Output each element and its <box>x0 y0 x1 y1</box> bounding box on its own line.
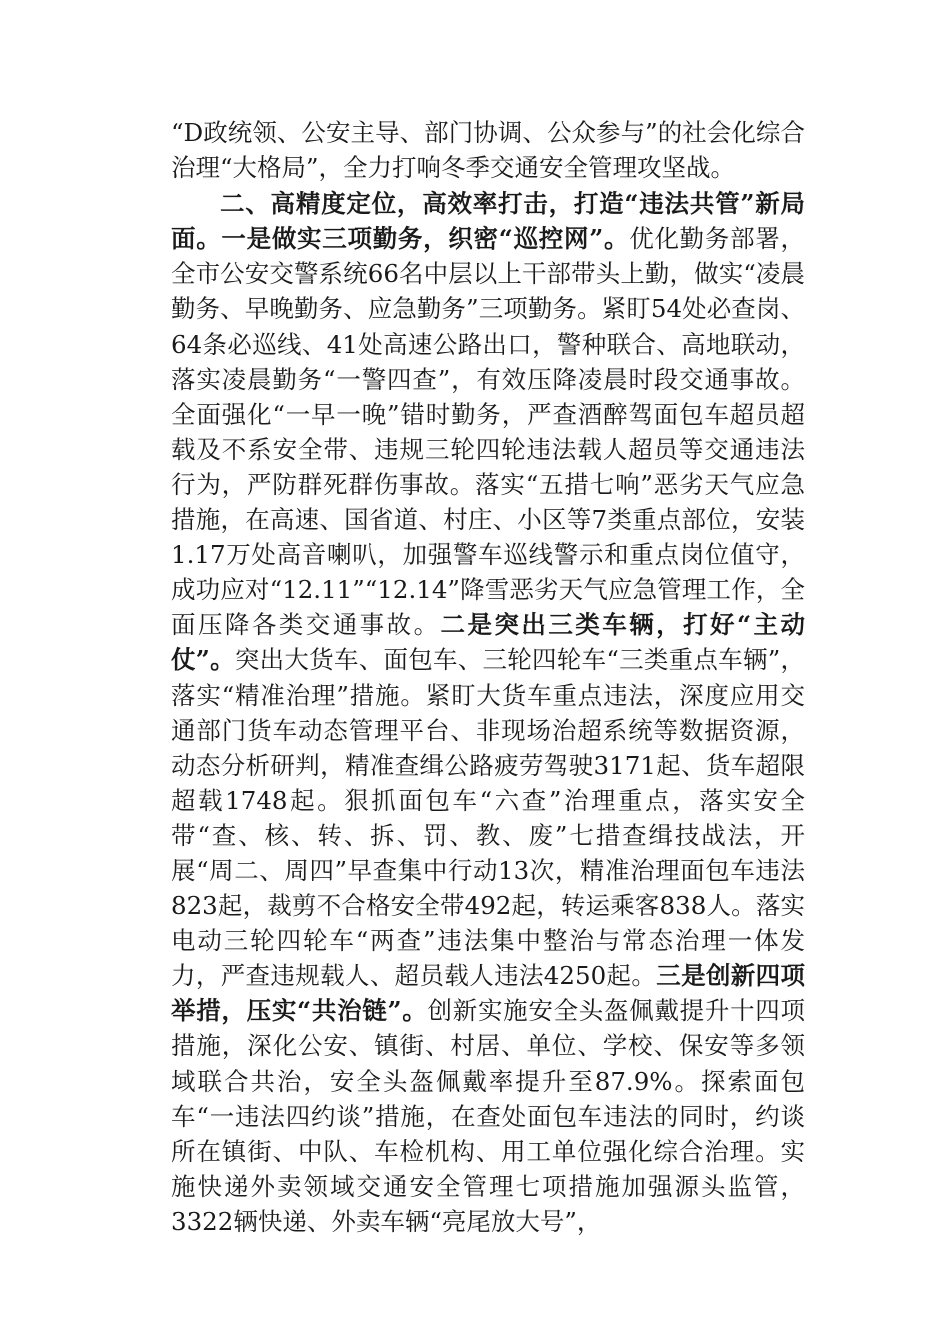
paragraph-2-text-2: 突出大货车、面包车、三轮四轮车“三类重点车辆”，落实“精准治理”措施。紧盯大货车重点违法，深度应用交通部门货车动态管理平台、非现场治超系统等数据资源，动态分析研判，精准查缉公路疲劳驾驶3171起、货车超限超载1748起。狠抓面包车“六查”治理重点，落实安全带“查、核、转、拆、罚、教、废”七措查缉技战法，开展“周二、周四”早查集中行动13次，精准治理面包车违法823起，裁剪不合格安全带492起，转运乘客838人。落实电动三轮四轮车“两查”违法集中整治与常态治理一体发力，严查违规载人、超员载人违法4250起。 <box>171 645 805 991</box>
paragraph-2-text-1: 优化勤务部署，全市公安交警系统66名中层以上干部带头上勤，做实“凌晨勤务、早晚勤务、应急勤务”三项勤务。紧盯54处必查岗、64条必巡线、41处高速公路出口，警种联合、高地联动，落实凌晨勤务“一警四查”，有效压降凌晨时段交通事故。全面强化“一早一晚”错时勤务，严查酒醉驾面包车超员超载及不系安全带、违规三轮四轮违法载人超员等交通违法行为，严防群死群伤事故。落实“五措七响”恶劣天气应急措施，在高速、国省道、村庄、小区等7类重点部位，安装1.17万处高音喇叭，加强警车巡线警示和重点岗位值守，成功应对“12.11”“12.14”降雪恶劣天气应急管理工作，全面压降各类交通事故。 <box>171 224 806 640</box>
paragraph-1-text: “D政统领、公安主导、部门协调、公众参与”的社会化综合治理“大格局”，全力打响冬季交通安全管理攻坚战。 <box>171 118 805 183</box>
paragraph-2-text-3: 创新实施安全头盔佩戴提升十四项措施，深化公安、镇街、村居、单位、学校、保安等多领域联合共治，安全头盔佩戴率提升至87.9%。探索面包车“一违法四约谈”措施，在查处面包车违法的同时，约谈所在镇街、中队、车检机构、用工单位强化综合治理。实施快递外卖领域交通安全管理七项措施加强源头监管，3322辆快递、外卖车辆“亮尾放大号”， <box>171 996 806 1236</box>
subsection-heading-3: 三是创新四项举措，压实“共治链”。 <box>171 961 806 1026</box>
document-page <box>171 115 805 1239</box>
paragraph-1 <box>171 115 805 185</box>
section-heading: 二、高精度定位，高效率打击，打造“违法共管”新局面。一是做实三项勤务，织密“巡控网”。 <box>171 189 805 254</box>
subsection-heading-2: 二是突出三类车辆，打好“主动仗”。 <box>171 610 806 675</box>
paragraph-2 <box>171 186 805 1239</box>
